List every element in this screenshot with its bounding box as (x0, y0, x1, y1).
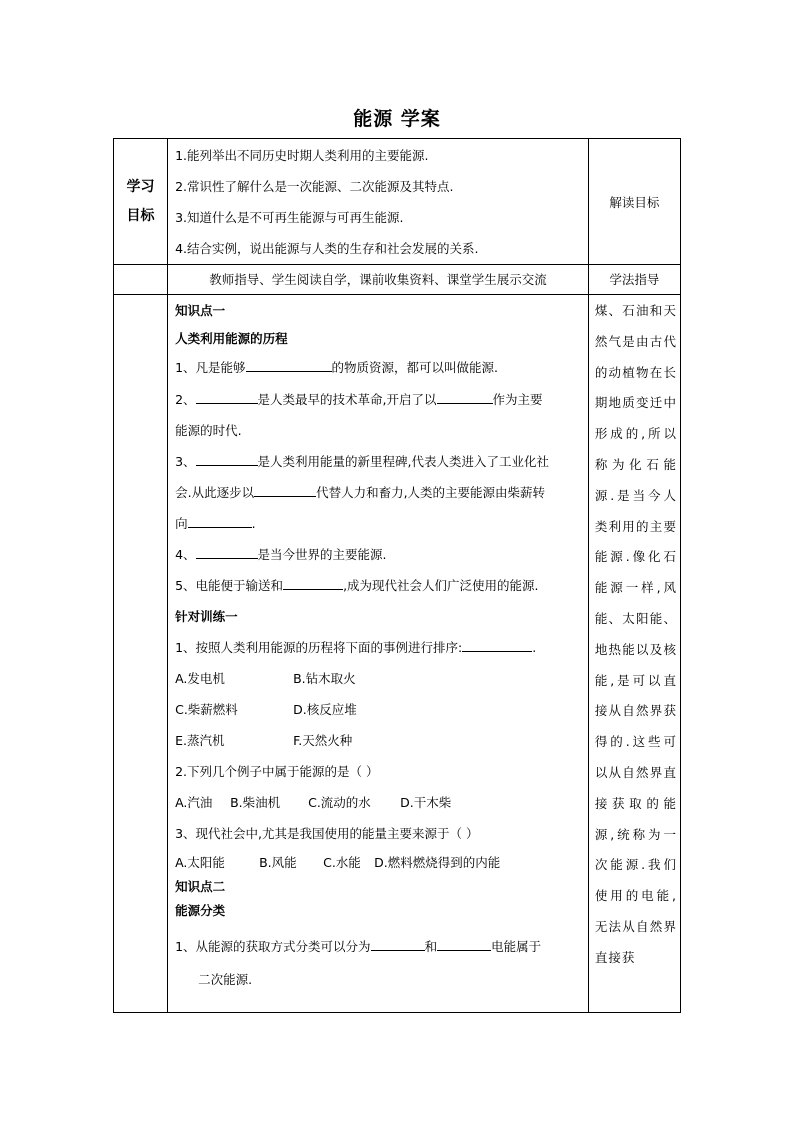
goal-item: 1.能列举出不同历史时期人类利用的主要能源. (175, 148, 429, 163)
training-1-options-row (168, 694, 588, 725)
q1-text-b: 的物质资源，都可以叫做能源. (331, 360, 499, 375)
classification-question-1-cont: 二次能源. (198, 972, 253, 987)
goal-item: 3.知道什么是不可再生能源与可再生能源. (175, 210, 404, 225)
q5-text-a: 5、电能便于输送和 (175, 578, 284, 593)
goal-item: 4.结合实例，说出能源与人类的生存和社会发展的关系. (175, 241, 479, 256)
option: F.天然火种 (293, 733, 353, 748)
q5-text-b: ,成为现代社会人们广泛使用的能源. (343, 578, 539, 593)
option: B.柴油机 (230, 795, 281, 810)
option: B.风能 (259, 855, 297, 870)
question-4 (168, 539, 588, 570)
question-3 (168, 446, 588, 477)
q2-text-b: 是人类最早的技术革命,开启了以 (257, 392, 437, 407)
answer-blank[interactable] (371, 938, 425, 951)
goals-row (114, 139, 681, 265)
knowledge-point-2-heading: 能源分类 (175, 903, 226, 918)
method-empty-cell (114, 265, 168, 295)
answer-blank[interactable] (437, 391, 493, 404)
knowledge-point-1-title: 知识点一 (175, 303, 226, 318)
content-row (114, 295, 681, 1013)
method-side-label: 学法指导 (588, 265, 680, 295)
c1-text-a: 1、从能源的获取方式分类可以分为 (175, 939, 371, 954)
q2-text-c: 作为主要 (492, 392, 543, 407)
q3-text-a: 3、 (175, 454, 196, 469)
training-1-options-row (168, 725, 588, 756)
question-1 (168, 352, 588, 384)
option: C.水能 (323, 855, 361, 870)
answer-blank[interactable] (196, 546, 258, 559)
answer-blank[interactable] (196, 391, 258, 404)
q1-text-a: 1、凡是能够 (175, 360, 246, 375)
option: A.发电机 (175, 671, 225, 686)
option: A.太阳能 (175, 855, 225, 870)
content-empty-cell (114, 295, 168, 1013)
goals-label-line2: 目标 (126, 207, 155, 224)
goals-label-cell (114, 139, 168, 265)
q3-text-d: 代替人力和畜力,人类的主要能源由柴薪转 (316, 485, 546, 500)
t1-text-a: 1、按照人类利用能源的历程将下面的事例进行排序: (175, 640, 463, 655)
training-1-title: 针对训练一 (175, 609, 238, 624)
training-1-options-row (168, 663, 588, 694)
option: D.燃料燃烧得到的内能 (374, 855, 501, 870)
option: B.钻木取火 (293, 671, 356, 686)
answer-blank[interactable] (196, 453, 258, 466)
training-question-3: 3、现代社会中,尤其是我国使用的能量主要来源于（ ） (175, 826, 479, 841)
question-2-cont: 能源的时代. (175, 423, 242, 438)
content-cell (168, 295, 589, 1013)
q3-text-e: 向 (175, 516, 188, 531)
c1-text-b: 和 (424, 939, 438, 954)
knowledge-point-2-title: 知识点二 (175, 879, 226, 894)
answer-blank[interactable] (188, 515, 252, 528)
answer-blank[interactable] (462, 639, 532, 652)
q3-text-c: 会.从此逐步以 (175, 485, 255, 500)
side-note-text: 煤、石油和天然气是由古代的动植物在长期地质变迁中形成的,所以称为化石能源.是当今人类利用的主要能源.像化石能源一样,风能、太阳能、地热能以及核能,是可以直接从自然界获得的.这些可以从自然界直接获取的能源,统称为一次能源.我们使用的电能,无法从自然界直接获 (594, 303, 677, 965)
question-3-cont (168, 477, 588, 508)
question-3-cont2 (168, 508, 588, 539)
question-2 (168, 384, 588, 415)
answer-blank[interactable] (254, 484, 316, 497)
q3-text-f: . (251, 516, 256, 531)
t1-text-b: . (532, 640, 537, 655)
goals-label-line1: 学习 (126, 178, 155, 195)
method-text: 教师指导、学生阅读自学，课前收集资料、课堂学生展示交流 (168, 265, 589, 295)
knowledge-point-1-heading: 人类利用能源的历程 (175, 331, 288, 346)
goals-cell (168, 139, 589, 265)
c1-text-c: 电能属于 (491, 939, 542, 954)
option: A.汽油 (175, 795, 213, 810)
answer-blank[interactable] (437, 938, 491, 951)
study-plan-table (113, 138, 681, 1013)
option: C.流动的水 (308, 795, 371, 810)
training-question-2: 2.下列几个例子中属于能源的是（ ） (175, 764, 379, 779)
option: C.柴薪燃料 (175, 702, 238, 717)
answer-blank[interactable] (283, 577, 343, 590)
goal-item: 2.常识性了解什么是一次能源、二次能源及其特点. (175, 179, 454, 194)
option: E.蒸汽机 (175, 733, 225, 748)
training-question-1 (168, 632, 588, 663)
method-row (114, 265, 681, 295)
option: D.干木柴 (400, 795, 452, 810)
training-3-options (168, 849, 588, 877)
classification-question-1 (168, 925, 588, 964)
q3-text-b: 是人类利用能量的新里程碑,代表人类进入了工业化社 (257, 454, 550, 469)
side-note-cell (588, 295, 680, 1013)
goals-side-cell: 解读目标 (588, 139, 680, 265)
training-2-options (168, 787, 588, 818)
option: D.核反应堆 (293, 702, 357, 717)
q4-text-b: 是当今世界的主要能源. (257, 547, 387, 562)
q2-text-a: 2、 (175, 392, 196, 407)
q4-text-a: 4、 (175, 547, 196, 562)
answer-blank[interactable] (246, 359, 332, 372)
question-5 (168, 570, 588, 601)
page-title: 能源 学案 (353, 108, 441, 130)
